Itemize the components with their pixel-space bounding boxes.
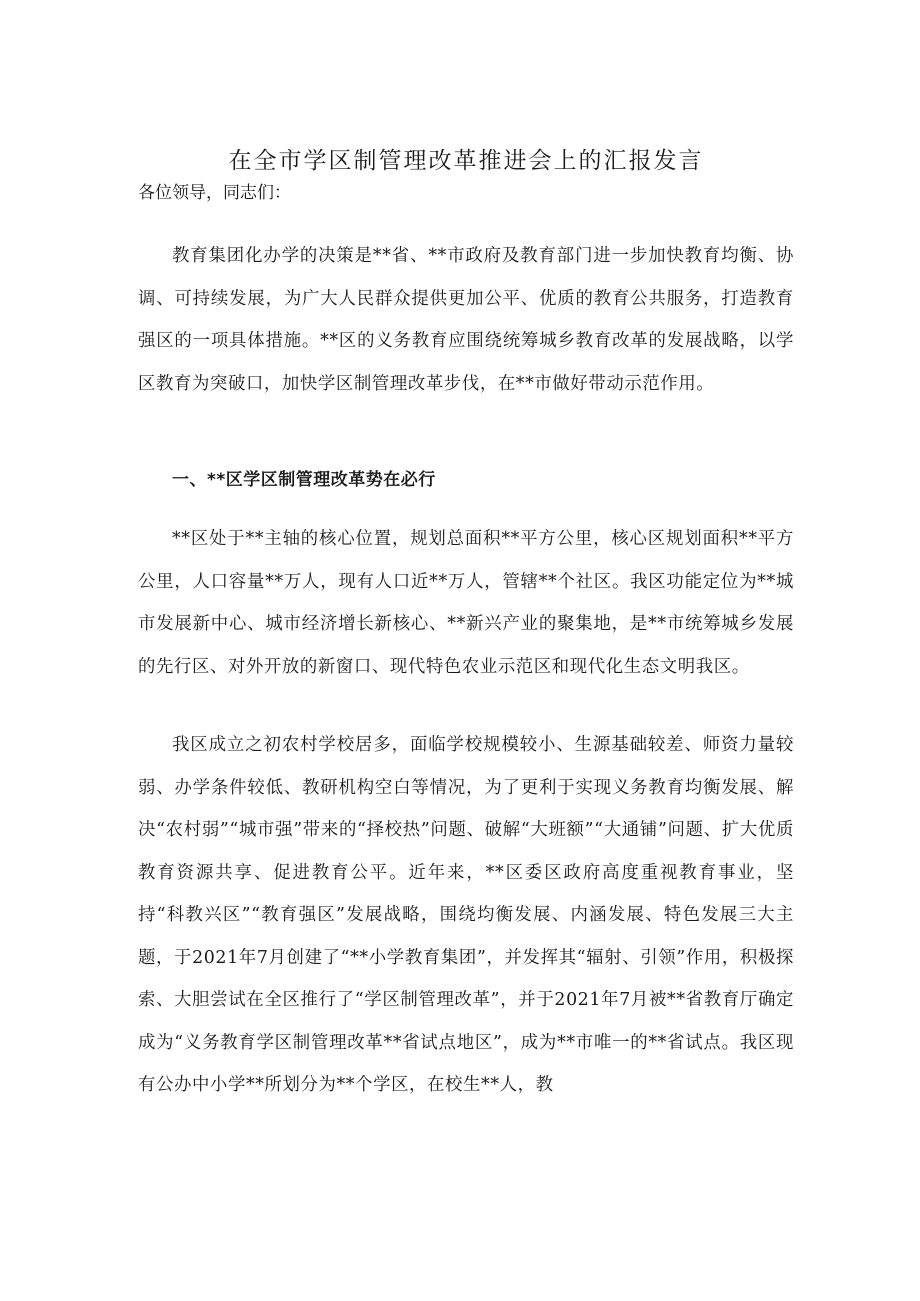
- section-heading: 一、**区学区制管理改革势在必行: [172, 470, 436, 490]
- paragraph-intro: 教育集团化办学的决策是**省、**市政府及教育部门进一步加快教育均衡、协调、可持续发展，为广大人民群众提供更加公平、优质的教育公共服务，打造教育强区的一项具体措施。**区的义务教育应围绕统筹城乡教育改革的发展战略，以学区教育为突破口，加快学区制管理改革步伐，在**市做好带动示范作用。: [138, 246, 794, 394]
- paragraph-background: 我区成立之初农村学校居多，面临学校规模较小、生源基础较差、师资力量较弱、办学条件较低、教研机构空白等情况，为了更利于实现义务教育均衡发展、解决“农村弱”“城市强”带来的“择校热”问题、破解“大班额”“大通铺”问题、扩大优质教育资源共享、促进教育公平。近年来，**区委区政府高度重视教育事业，坚持“科教兴区”“教育强区”发展战略，围绕均衡发展、内涵发展、特色发展三大主题，于2021年7月创建了“**小学教育集团”，并发挥其“辐射、引领”作用，积极探索、大胆尝试在全区推行了“学区制管理改革”，并于2021年7月被**省教育厅确定成为“义务教育学区制管理改革**省试点地区”，成为**市唯一的**省试点。我区现有公办中小学**所划分为**个学区，在校生**人，教: [138, 735, 794, 1095]
- document-title: 在全市学区制管理改革推进会上的汇报发言: [228, 148, 704, 174]
- paragraph-location: **区处于**主轴的核心位置，规划总面积**平方公里，核心区规划面积**平方公里，人口容量**万人，现有人口近**万人，管辖**个社区。我区功能定位为**城市发展新中心、城市经济增长新核心、**新兴产业的聚集地，是**市统筹城乡发展的先行区、对外开放的新窗口、现代特色农业示范区和现代化生态文明我区。: [138, 529, 794, 677]
- salutation: 各位领导，同志们：: [138, 183, 291, 203]
